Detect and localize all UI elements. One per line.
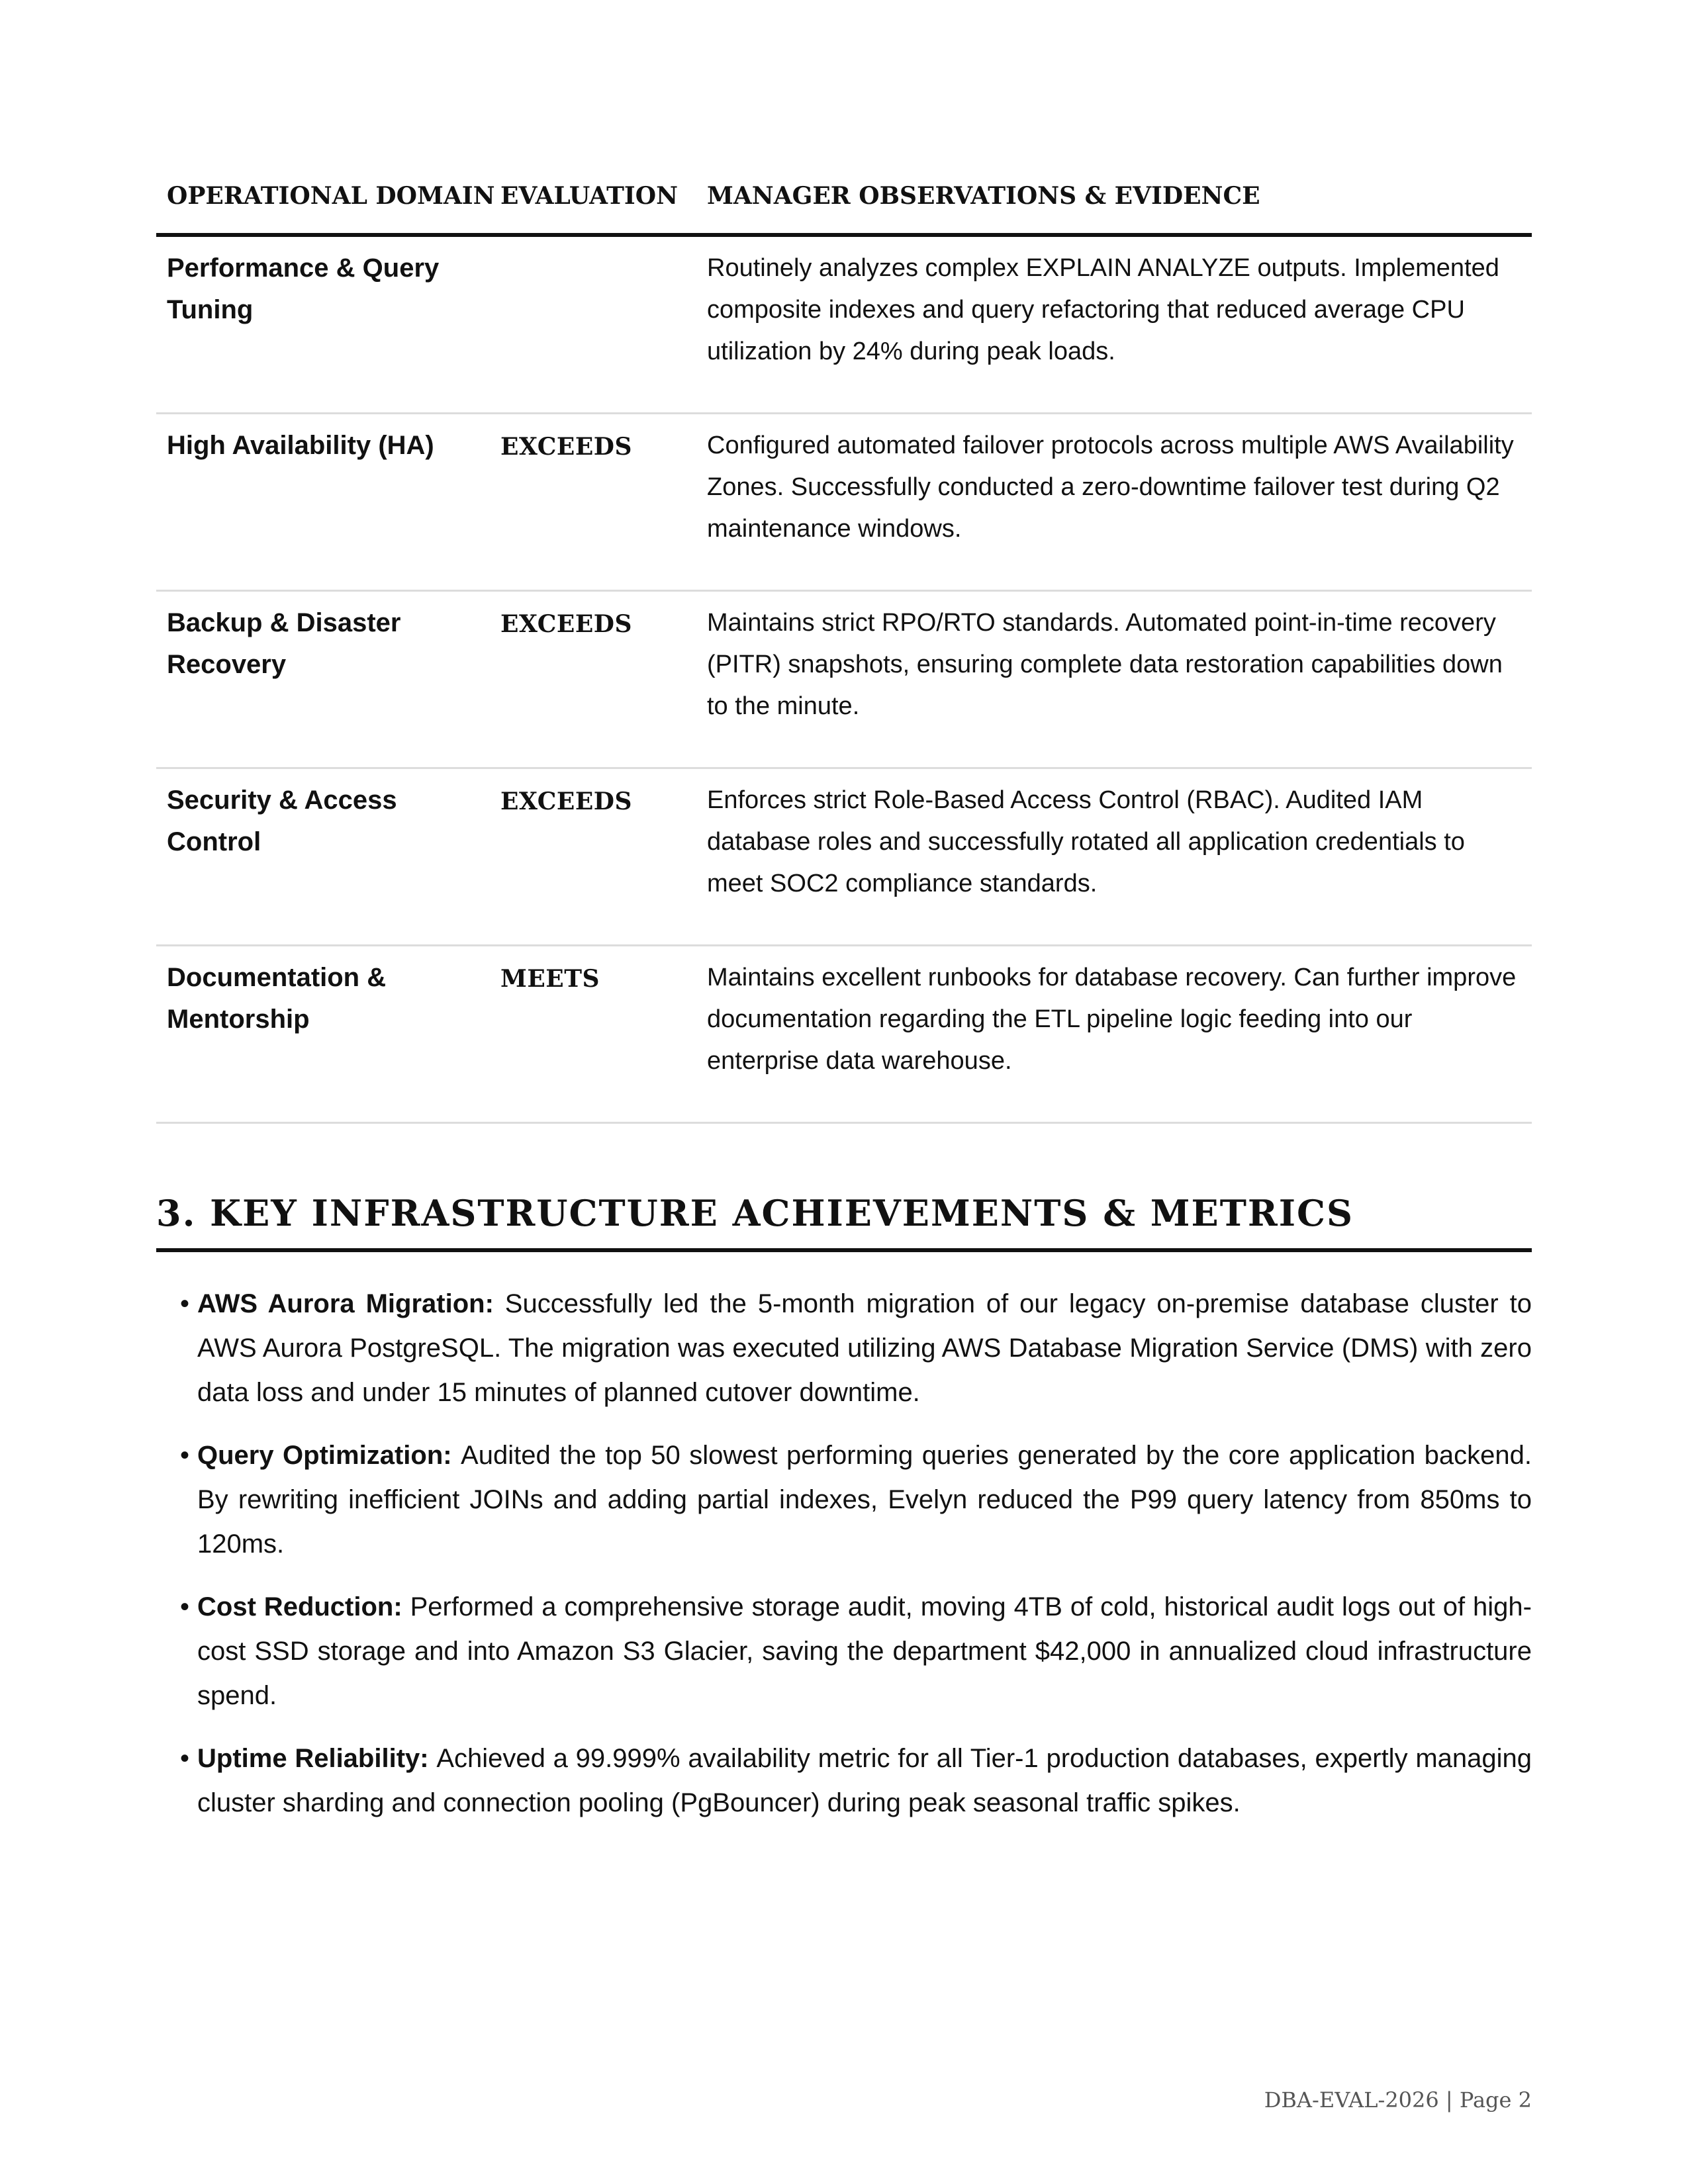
table-row	[156, 769, 1532, 946]
domain-cell: Performance & Query Tuning	[167, 253, 440, 324]
section-title: 3. KEY INFRASTRUCTURE ACHIEVEMENTS & METRICS	[156, 1193, 1532, 1252]
table-header	[156, 159, 1532, 237]
observation-cell: Enforces strict Role-Based Access Control (RBAC). Audited IAM database roles and successfully rotated all application credentials to meet SOC2 compliance standards.	[707, 786, 1465, 897]
achievement-text: Achieved a 99.999% availability metric for all Tier-1 production databases, expertly managing cluster sharding and connection pooling (PgBouncer) during peak seasonal traffic spikes.	[197, 1743, 1532, 1817]
table-row	[156, 592, 1532, 769]
evaluation-cell: MEETS	[500, 965, 600, 993]
page-footer: DBA-EVAL-2026 | Page 2	[1264, 2087, 1532, 2113]
list-item	[156, 1737, 1532, 1825]
observation-cell: Maintains excellent runbooks for database recovery. Can further improve documentation regarding the ETL pipeline logic feeding into our enterprise data warehouse.	[707, 964, 1517, 1075]
table-row	[156, 414, 1532, 592]
document-page	[156, 159, 1532, 1844]
achievement-text: Performed a comprehensive storage audit, moving 4TB of cold, historical audit logs out of high-cost SSD storage and into Amazon S3 Glacier, saving the department $42,000 in annualized cloud infrastructure spend.	[197, 1592, 1532, 1710]
domain-cell: Backup & Disaster Recovery	[167, 608, 401, 679]
achievements-list	[156, 1282, 1532, 1825]
domain-cell: High Availability (HA)	[167, 431, 434, 460]
list-item	[156, 1282, 1532, 1415]
bullet-icon: •	[180, 1592, 190, 1621]
observation-cell: Routinely analyzes complex EXPLAIN ANALYZE outputs. Implemented composite indexes and query refactoring that reduced average CPU utilization by 24% during peak loads.	[707, 254, 1499, 365]
bullet-icon: •	[180, 1440, 190, 1470]
achievement-text: Audited the top 50 slowest performing queries generated by the core application backend. By rewriting inefficient JOINs and adding partial indexes, Evelyn reduced the P99 query latency from 850ms to 120ms.	[197, 1440, 1532, 1559]
domain-cell: Documentation & Mentorship	[167, 963, 387, 1034]
achievement-text: Successfully led the 5-month migration of our legacy on-premise database cluster to AWS Aurora PostgreSQL. The migration was executed utilizing AWS Database Migration Service (DMS) with zero data loss and under 15 minutes of planned cutover downtime.	[197, 1289, 1532, 1407]
achievement-label: AWS Aurora Migration:	[197, 1289, 505, 1318]
achievement-label: Cost Reduction:	[197, 1592, 410, 1621]
observation-cell: Configured automated failover protocols across multiple AWS Availability Zones. Successfully conducted a zero-downtime failover test during Q2 maintenance windows.	[707, 432, 1514, 543]
evaluation-table	[156, 159, 1532, 1124]
domain-cell: Security & Access Control	[167, 786, 397, 856]
table-row	[156, 237, 1532, 414]
header-observations: MANAGER OBSERVATIONS & EVIDENCE	[707, 182, 1260, 210]
list-item	[156, 1433, 1532, 1567]
achievement-label: Query Optimization:	[197, 1440, 461, 1470]
bullet-icon: •	[180, 1289, 190, 1318]
achievement-label: Uptime Reliability:	[197, 1743, 437, 1773]
list-item	[156, 1585, 1532, 1718]
header-operational-domain: OPERATIONAL DOMAIN	[167, 182, 495, 210]
evaluation-cell: EXCEEDS	[500, 433, 632, 461]
evaluation-cell	[500, 248, 707, 249]
observation-cell: Maintains strict RPO/RTO standards. Automated point-in-time recovery (PITR) snapshots, ensuring complete data restoration capabilities down to the minute.	[707, 609, 1503, 720]
header-evaluation: EVALUATION	[500, 182, 678, 210]
evaluation-cell: EXCEEDS	[500, 788, 632, 815]
table-row	[156, 946, 1532, 1124]
bullet-icon: •	[180, 1743, 190, 1773]
evaluation-cell: EXCEEDS	[500, 610, 632, 638]
